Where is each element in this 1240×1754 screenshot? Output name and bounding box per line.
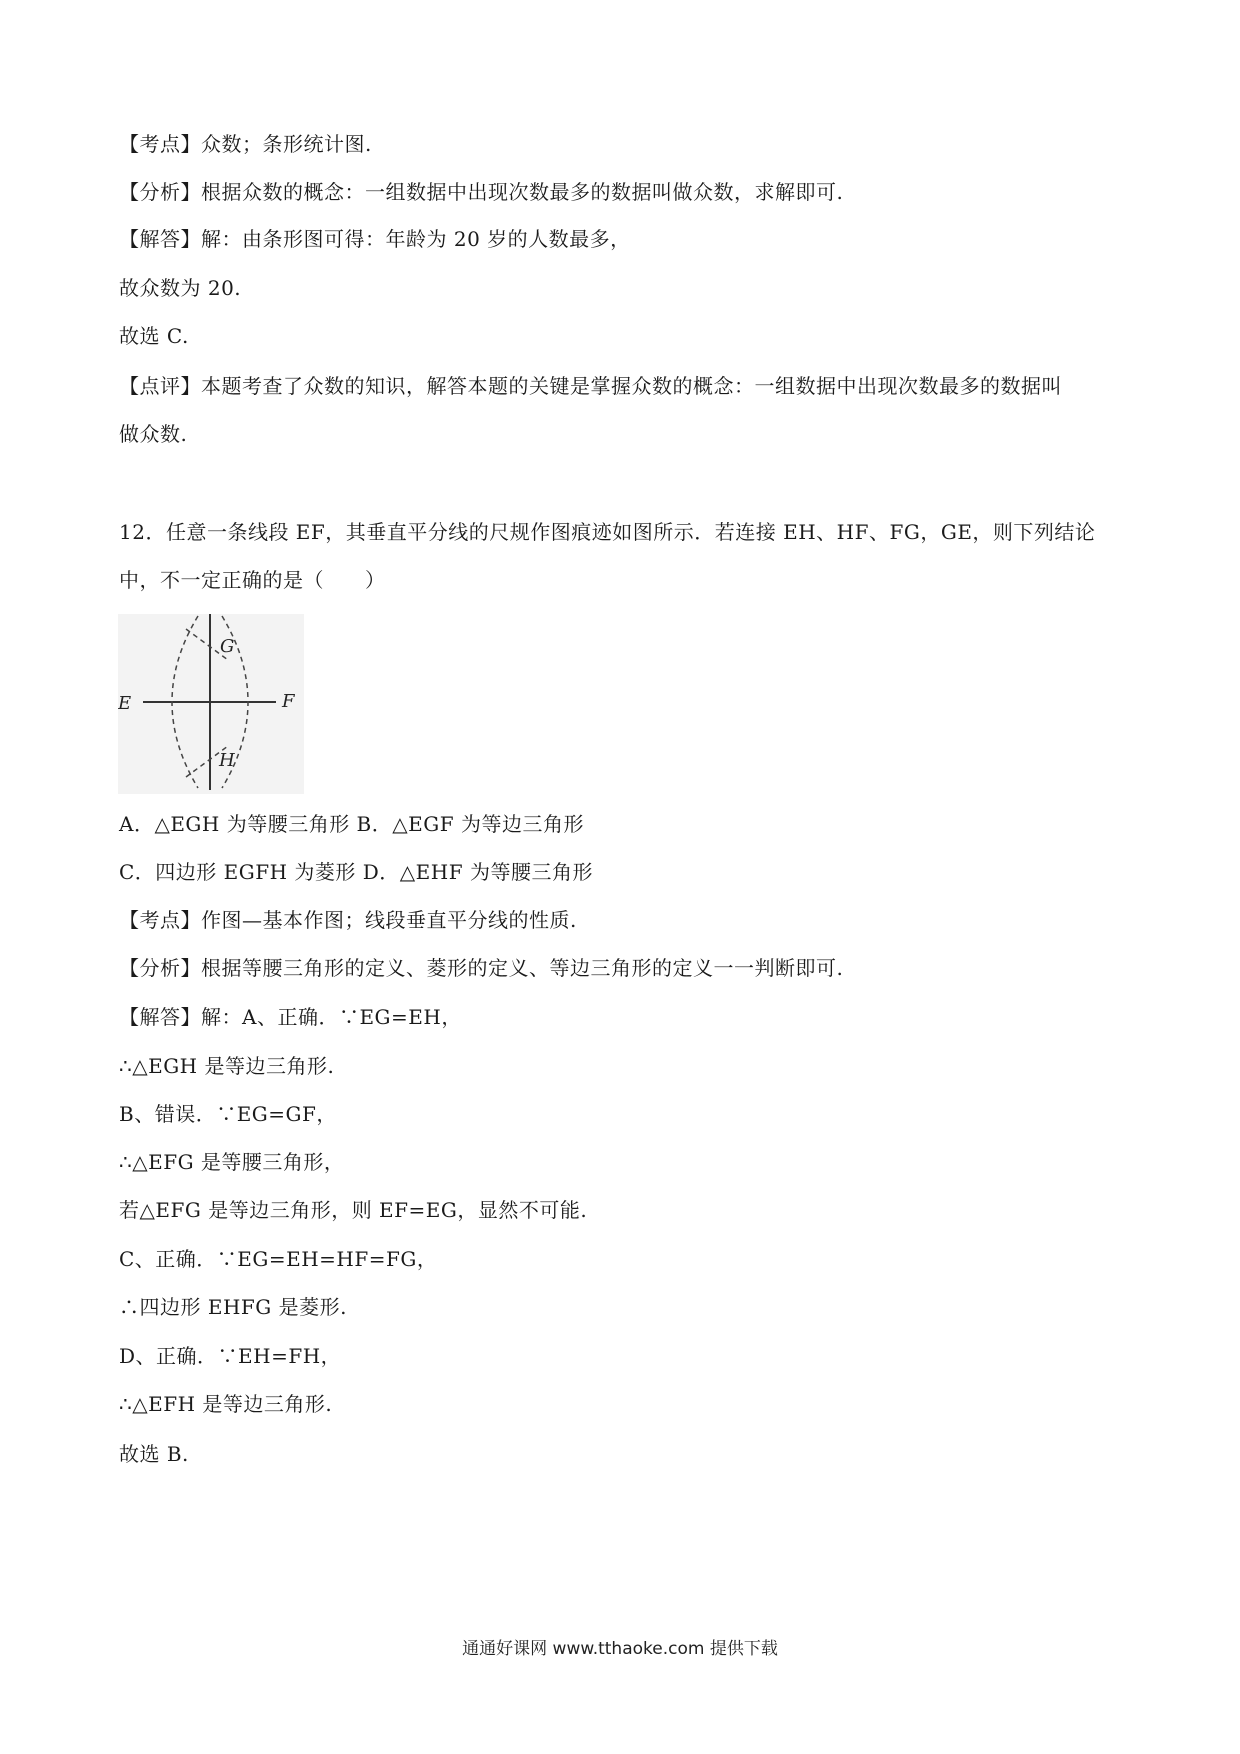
text-line-15: ∴△EGH 是等边三角形. <box>119 1054 335 1078</box>
text-line-21: D、正确．∵EH=FH， <box>119 1344 342 1368</box>
text-line-7: 做众数. <box>119 422 188 446</box>
text-line-12: 【考点】作图—基本作图；线段垂直平分线的性质. <box>119 908 577 932</box>
text-line-20: ∴四边形 EHFG 是菱形. <box>119 1295 347 1319</box>
label-g: G <box>220 636 235 657</box>
text-line-6: 【点评】本题考查了众数的知识，解答本题的关键是掌握众数的概念：一组数据中出现次数最多的数据叫 <box>119 374 1062 398</box>
option-a-b: A．△EGH 为等腰三角形 B．△EGF 为等边三角形 <box>119 812 584 836</box>
perpendicular-bisector-figure <box>118 614 304 794</box>
text-line-2: 【分析】根据众数的概念：一组数据中出现次数最多的数据叫做众数，求解即可. <box>119 180 844 204</box>
text-line-4: 故众数为 20. <box>119 276 242 300</box>
text-line-17: ∴△EFG 是等腰三角形， <box>119 1150 345 1174</box>
text-line-3: 【解答】解：由条形图可得：年龄为 20 岁的人数最多， <box>119 227 631 251</box>
text-line-22: ∴△EFH 是等边三角形. <box>119 1392 333 1416</box>
label-e: E <box>118 693 132 714</box>
text-line-23: 故选 B. <box>119 1442 189 1466</box>
text-line-13: 【分析】根据等腰三角形的定义、菱形的定义、等边三角形的定义一一判断即可. <box>119 956 844 980</box>
option-c-d: C．四边形 EGFH 为菱形 D．△EHF 为等腰三角形 <box>119 860 593 884</box>
question-12-line-2: 中，不一定正确的是（ ） <box>119 568 386 592</box>
text-line-16: B、错误．∵EG=GF， <box>119 1102 337 1126</box>
text-line-19: C、正确．∵EG=EH=HF=FG， <box>119 1247 438 1271</box>
page-footer: 通通好课网 www.tthaoke.com 提供下载 <box>462 1639 778 1659</box>
text-line-14: 【解答】解：A、正确．∵EG=EH， <box>119 1005 462 1029</box>
text-line-5: 故选 C. <box>119 324 189 348</box>
label-f: F <box>282 691 295 712</box>
text-line-18: 若△EFG 是等边三角形，则 EF=EG，显然不可能. <box>119 1198 588 1222</box>
label-h: H <box>219 750 235 771</box>
question-12-line-1: 12．任意一条线段 EF，其垂直平分线的尺规作图痕迹如图所示．若连接 EH、HF、FG，GE，则下列结论 <box>119 520 1096 544</box>
text-line-1: 【考点】众数；条形统计图. <box>119 132 372 156</box>
